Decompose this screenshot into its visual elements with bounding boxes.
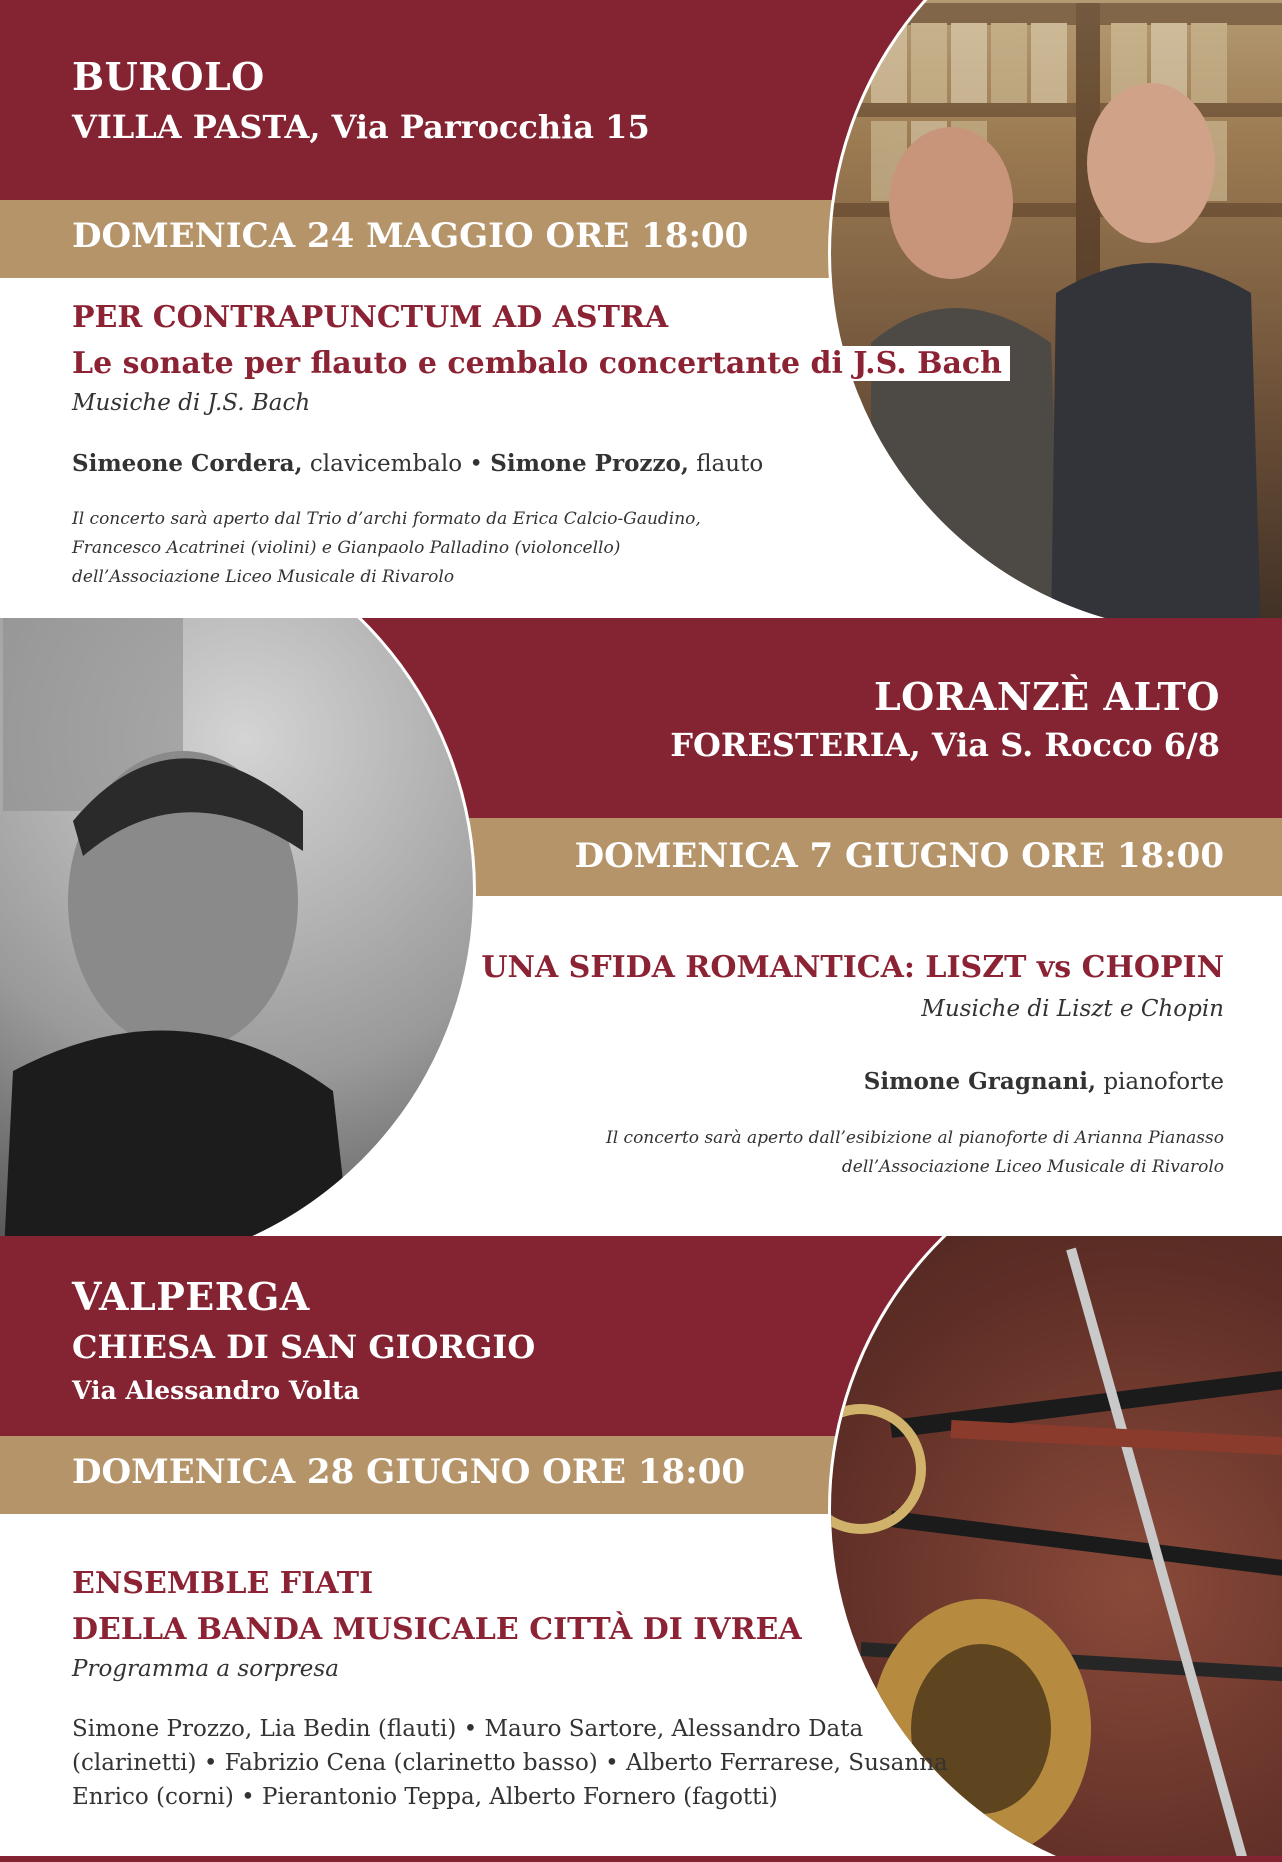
event-place: LORANZÈ ALTO — [873, 674, 1220, 719]
performer-role: flauto — [688, 451, 764, 477]
note-line: dell’Associazione Liceo Musicale di Rivarolo — [841, 1157, 1224, 1177]
lineup-line: Enrico (corni) • Pierantonio Teppa, Alberto Fornero (fagotti) — [72, 1784, 778, 1810]
event-venue: VILLA PASTA, Via Parrocchia 15 — [72, 108, 650, 146]
performer-role: clavicembalo • — [302, 451, 491, 477]
event-venue: CHIESA DI SAN GIORGIO — [72, 1328, 536, 1366]
event-performers — [864, 1068, 1224, 1095]
event-subtitle: Le sonate per flauto e cembalo concertante di J.S. Bach — [72, 346, 1010, 381]
event-lineup — [72, 1712, 948, 1814]
event-title: UNA SFIDA ROMANTICA: LISZT vs CHOPIN — [481, 950, 1224, 985]
event-date: DOMENICA 24 MAGGIO ORE 18:00 — [72, 216, 749, 256]
event-subtitle: DELLA BANDA MUSICALE CITTÀ DI IVREA — [72, 1612, 802, 1647]
performer-name: Simone Prozzo, — [490, 450, 689, 477]
performer-name: Simeone Cordera, — [72, 450, 303, 477]
event-performers — [72, 450, 763, 477]
event-note — [606, 1124, 1224, 1182]
event-burolo — [0, 0, 1282, 618]
event-program: Musiche di J.S. Bach — [72, 390, 311, 416]
event-title: ENSEMBLE FIATI — [72, 1566, 374, 1601]
note-line: Il concerto sarà aperto dall’esibizione al pianoforte di Arianna Pianasso — [606, 1128, 1224, 1148]
event-date: DOMENICA 28 GIUGNO ORE 18:00 — [72, 1452, 746, 1492]
event-note — [72, 505, 701, 592]
lineup-line: Simone Prozzo, Lia Bedin (flauti) • Mauro Sartore, Alessandro Data — [72, 1716, 864, 1742]
event-place: BUROLO — [72, 54, 265, 99]
event-title: PER CONTRAPUNCTUM AD ASTRA — [72, 300, 669, 335]
note-line: Francesco Acatrinei (violini) e Gianpaolo Palladino (violoncello) — [72, 538, 621, 558]
lineup-line: (clarinetti) • Fabrizio Cena (clarinetto basso) • Alberto Ferrarese, Susanna — [72, 1750, 948, 1776]
note-line: Il concerto sarà aperto dal Trio d’archi formato da Erica Calcio-Gaudino, — [72, 509, 701, 529]
event-program: Programma a sorpresa — [72, 1656, 339, 1682]
event-street: Via Alessandro Volta — [72, 1376, 360, 1405]
performer-name: Simone Gragnani, — [863, 1068, 1097, 1095]
event-loranze-alto — [0, 618, 1282, 1236]
performer-photo — [0, 618, 476, 1236]
note-line: dell’Associazione Liceo Musicale di Rivarolo — [72, 567, 455, 587]
event-venue: FORESTERIA, Via S. Rocco 6/8 — [670, 726, 1220, 764]
event-place: VALPERGA — [72, 1274, 310, 1319]
event-program: Musiche di Liszt e Chopin — [921, 996, 1224, 1022]
footer-band — [0, 1856, 1282, 1862]
performer-role: pianoforte — [1096, 1069, 1224, 1095]
performers-photo — [828, 0, 1282, 618]
event-valperga — [0, 1236, 1282, 1862]
event-date: DOMENICA 7 GIUGNO ORE 18:00 — [574, 836, 1224, 876]
